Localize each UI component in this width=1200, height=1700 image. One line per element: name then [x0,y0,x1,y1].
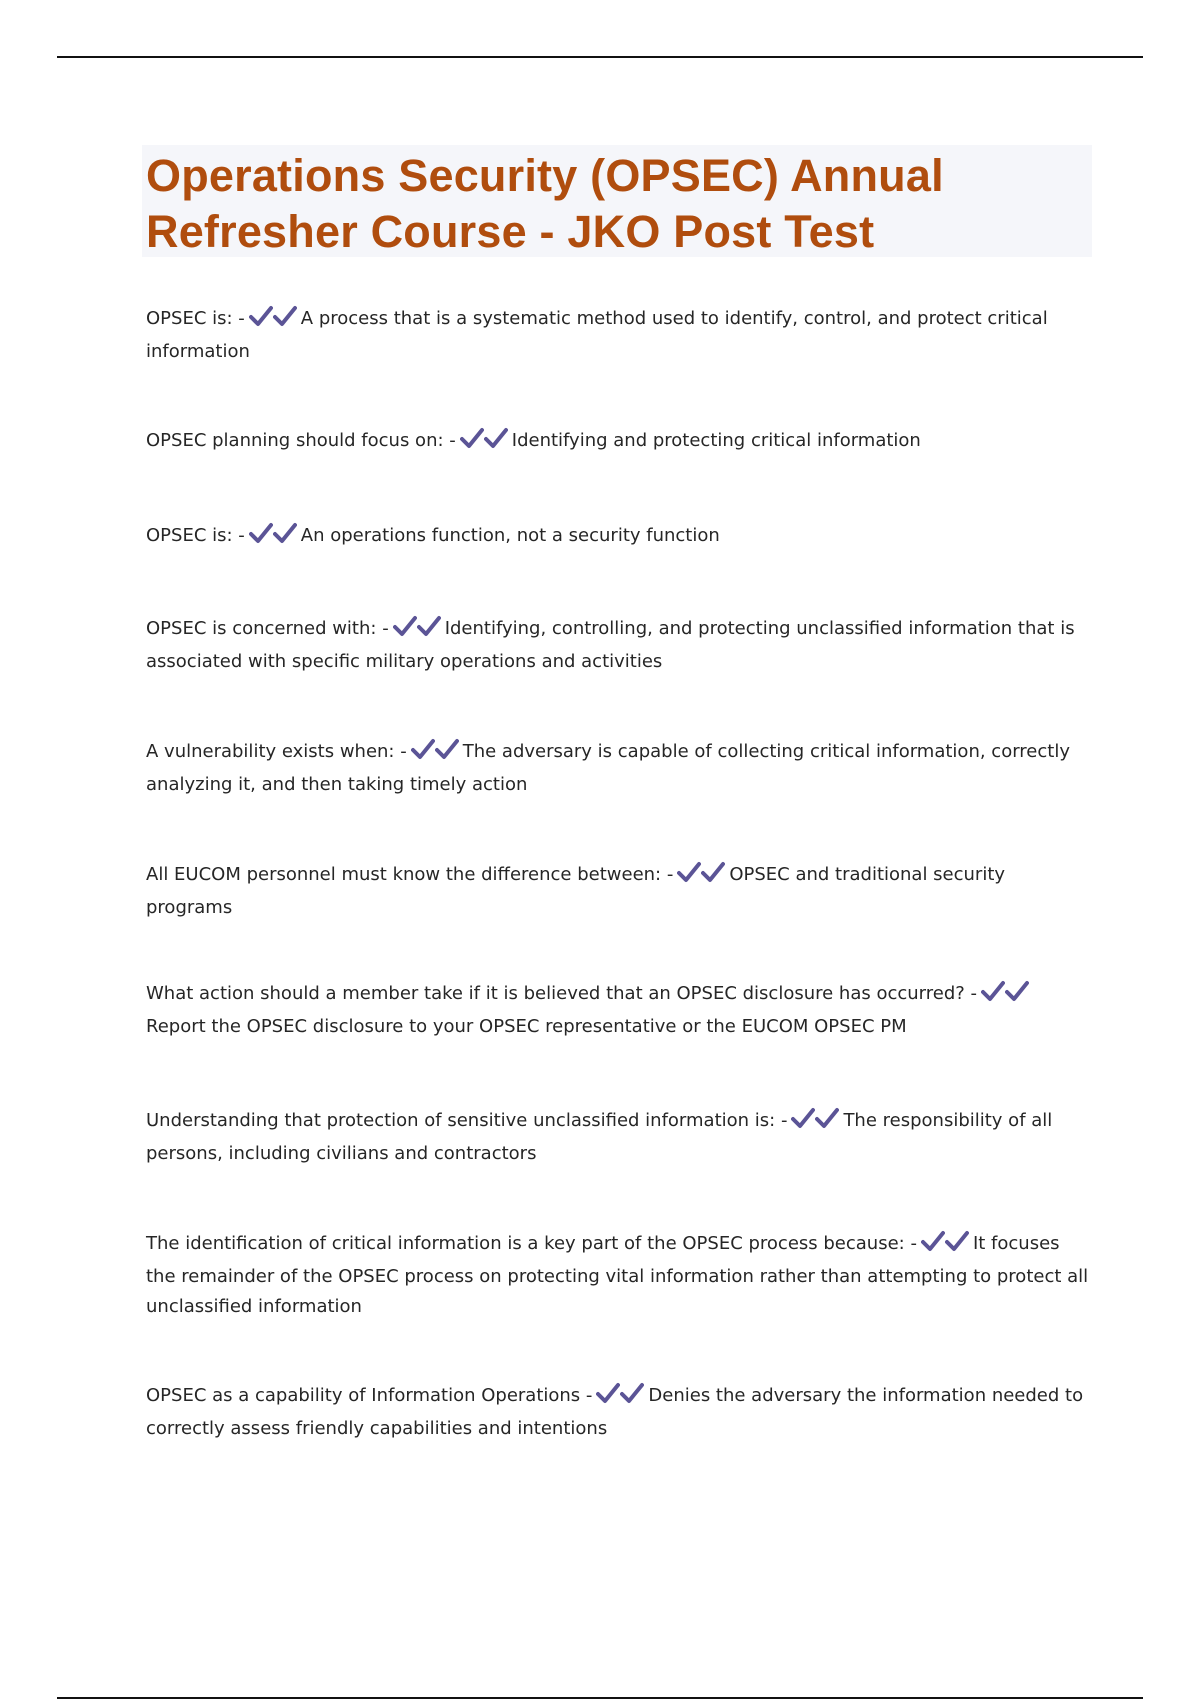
question-text: The identification of critical information is a key part of the OPSEC process because: - [146,1233,917,1254]
double-check-icon [411,738,459,770]
qa-item-8 [146,1106,1092,1169]
check-icon [435,738,459,760]
check-icon [273,305,297,327]
qa-item-6 [146,860,1092,923]
qa-item-1 [146,304,1092,367]
question-text: OPSEC as a capability of Information Operations - [146,1385,593,1406]
answer-text: The adversary is capable of collecting critical information, correctly analyzing it, and then taking timely action [146,741,1070,795]
answer-text: Identifying, controlling, and protecting unclassified information that is associated with specific military operations and activities [146,618,1075,672]
check-icon [273,522,297,544]
question-text: OPSEC is concerned with: - [146,618,389,639]
top-rule [57,56,1143,58]
double-check-icon [393,615,441,647]
check-icon [921,1230,945,1252]
check-icon [249,305,273,327]
check-icon [484,427,508,449]
check-icon [596,1382,620,1404]
check-icon [393,615,417,637]
check-icon [981,980,1005,1002]
qa-item-5 [146,737,1092,800]
check-icon [701,861,725,883]
check-icon [815,1107,839,1129]
qa-item-7 [146,979,1092,1042]
question-text: OPSEC planning should focus on: - [146,430,456,451]
check-icon [1005,980,1029,1002]
qa-item-4 [146,614,1092,677]
question-text: Understanding that protection of sensitive unclassified information is: - [146,1110,788,1131]
check-icon [249,522,273,544]
answer-text: It focuses the remainder of the OPSEC process on protecting vital information rather than attempting to protect all unclassified information [146,1233,1089,1317]
question-text: All EUCOM personnel must know the difference between: - [146,864,674,885]
qa-item-9 [146,1229,1092,1322]
double-check-icon [921,1230,969,1262]
check-icon [945,1230,969,1252]
question-text: OPSEC is: - [146,525,245,546]
check-icon [411,738,435,760]
question-text: What action should a member take if it is believed that an OPSEC disclosure has occurred? - [146,983,978,1004]
double-check-icon [596,1382,644,1414]
qa-item-2 [146,426,1092,459]
check-icon [620,1382,644,1404]
page-title: Operations Security (OPSEC) Annual Refresher Course - JKO Post Test [146,150,944,257]
answer-text: An operations function, not a security function [300,525,720,546]
double-check-icon [249,305,297,337]
qa-item-10 [146,1381,1092,1444]
answer-text: OPSEC and traditional security programs [146,864,1006,918]
double-check-icon [791,1107,839,1139]
check-icon [417,615,441,637]
check-icon [460,427,484,449]
qa-item-3 [146,521,1092,554]
double-check-icon [460,427,508,459]
double-check-icon [249,522,297,554]
bottom-rule [57,1697,1143,1699]
answer-text: Identifying and protecting critical information [511,430,921,451]
answer-text: A process that is a systematic method used to identify, control, and protect critical information [146,308,1048,362]
check-icon [677,861,701,883]
check-icon [791,1107,815,1129]
answer-text: Denies the adversary the information needed to correctly assess friendly capabilities and intentions [146,1385,1084,1439]
question-text: OPSEC is: - [146,308,245,329]
question-text: A vulnerability exists when: - [146,741,407,762]
answer-text: The responsibility of all persons, including civilians and contractors [146,1110,1053,1164]
double-check-icon [677,861,725,893]
answer-text: Report the OPSEC disclosure to your OPSEC representative or the EUCOM OPSEC PM [146,1016,907,1037]
double-check-icon [981,980,1029,1012]
